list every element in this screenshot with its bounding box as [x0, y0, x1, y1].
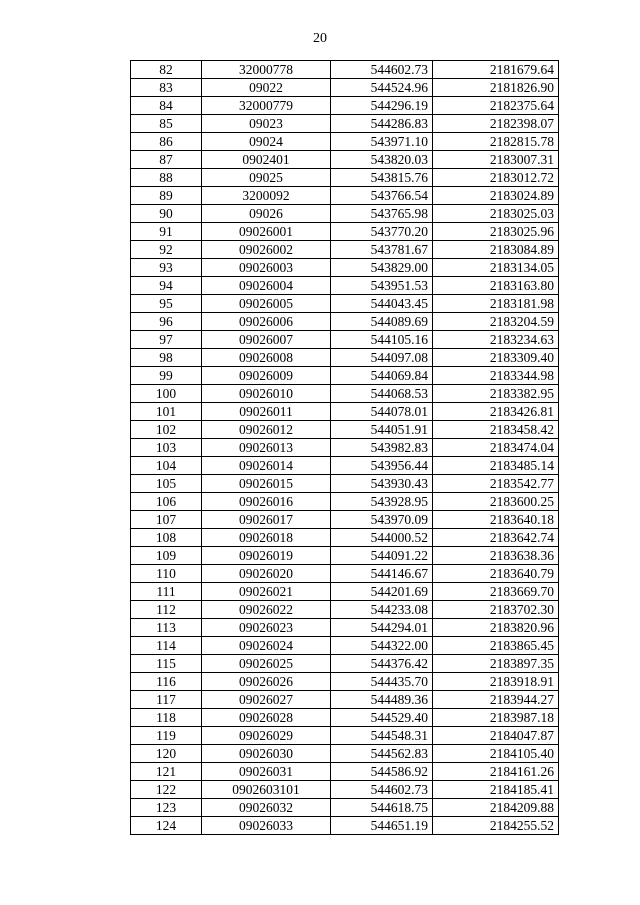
- point-code-cell: 0902603101: [202, 781, 331, 799]
- table-row: [131, 349, 559, 367]
- point-code-cell: 09026026: [202, 673, 331, 691]
- y-coordinate-cell: 2183181.98: [433, 295, 559, 313]
- point-number-cell: 100: [131, 385, 202, 403]
- table-row: [131, 493, 559, 511]
- x-coordinate-cell: 543971.10: [331, 133, 433, 151]
- point-code-cell: 09026029: [202, 727, 331, 745]
- point-code-cell: 09022: [202, 79, 331, 97]
- table-row: [131, 151, 559, 169]
- x-coordinate-cell: 544043.45: [331, 295, 433, 313]
- point-code-cell: 09026031: [202, 763, 331, 781]
- table-row: [131, 529, 559, 547]
- point-code-cell: 09026008: [202, 349, 331, 367]
- point-number-cell: 116: [131, 673, 202, 691]
- point-number-cell: 82: [131, 61, 202, 79]
- y-coordinate-cell: 2183344.98: [433, 367, 559, 385]
- point-number-cell: 105: [131, 475, 202, 493]
- point-code-cell: 09026024: [202, 637, 331, 655]
- table-row: [131, 745, 559, 763]
- point-number-cell: 104: [131, 457, 202, 475]
- point-number-cell: 97: [131, 331, 202, 349]
- point-code-cell: 09026030: [202, 745, 331, 763]
- y-coordinate-cell: 2183642.74: [433, 529, 559, 547]
- x-coordinate-cell: 544435.70: [331, 673, 433, 691]
- point-number-cell: 86: [131, 133, 202, 151]
- point-code-cell: 09026018: [202, 529, 331, 547]
- y-coordinate-cell: 2184161.26: [433, 763, 559, 781]
- point-number-cell: 124: [131, 817, 202, 835]
- x-coordinate-cell: 544000.52: [331, 529, 433, 547]
- point-number-cell: 101: [131, 403, 202, 421]
- point-number-cell: 113: [131, 619, 202, 637]
- x-coordinate-cell: 544618.75: [331, 799, 433, 817]
- y-coordinate-cell: 2182815.78: [433, 133, 559, 151]
- point-code-cell: 09026033: [202, 817, 331, 835]
- table-row: [131, 223, 559, 241]
- point-code-cell: 09023: [202, 115, 331, 133]
- y-coordinate-cell: 2183012.72: [433, 169, 559, 187]
- y-coordinate-cell: 2183640.18: [433, 511, 559, 529]
- point-number-cell: 89: [131, 187, 202, 205]
- table-row: [131, 97, 559, 115]
- point-code-cell: 09026001: [202, 223, 331, 241]
- x-coordinate-cell: 544068.53: [331, 385, 433, 403]
- point-number-cell: 91: [131, 223, 202, 241]
- y-coordinate-cell: 2184185.41: [433, 781, 559, 799]
- point-code-cell: 09026019: [202, 547, 331, 565]
- y-coordinate-cell: 2183485.14: [433, 457, 559, 475]
- table-row: [131, 169, 559, 187]
- x-coordinate-cell: 543815.76: [331, 169, 433, 187]
- point-code-cell: 09026005: [202, 295, 331, 313]
- y-coordinate-cell: 2183640.79: [433, 565, 559, 583]
- table-row: [131, 331, 559, 349]
- x-coordinate-cell: 544089.69: [331, 313, 433, 331]
- y-coordinate-cell: 2183025.96: [433, 223, 559, 241]
- point-number-cell: 118: [131, 709, 202, 727]
- x-coordinate-cell: 544562.83: [331, 745, 433, 763]
- point-number-cell: 121: [131, 763, 202, 781]
- point-code-cell: 09026025: [202, 655, 331, 673]
- y-coordinate-cell: 2183542.77: [433, 475, 559, 493]
- y-coordinate-cell: 2183944.27: [433, 691, 559, 709]
- point-number-cell: 122: [131, 781, 202, 799]
- table-row: [131, 475, 559, 493]
- table-row: [131, 565, 559, 583]
- coordinates-table: [130, 60, 559, 835]
- y-coordinate-cell: 2183234.63: [433, 331, 559, 349]
- point-code-cell: 09026004: [202, 277, 331, 295]
- x-coordinate-cell: 544233.08: [331, 601, 433, 619]
- y-coordinate-cell: 2183309.40: [433, 349, 559, 367]
- table-row: [131, 691, 559, 709]
- point-number-cell: 102: [131, 421, 202, 439]
- table-row: [131, 79, 559, 97]
- point-number-cell: 123: [131, 799, 202, 817]
- point-number-cell: 88: [131, 169, 202, 187]
- y-coordinate-cell: 2182398.07: [433, 115, 559, 133]
- x-coordinate-cell: 544069.84: [331, 367, 433, 385]
- x-coordinate-cell: 544489.36: [331, 691, 433, 709]
- point-code-cell: 09026010: [202, 385, 331, 403]
- table-row: [131, 115, 559, 133]
- x-coordinate-cell: 544051.91: [331, 421, 433, 439]
- y-coordinate-cell: 2183163.80: [433, 277, 559, 295]
- point-number-cell: 98: [131, 349, 202, 367]
- table-row: [131, 583, 559, 601]
- table-row: [131, 385, 559, 403]
- point-number-cell: 90: [131, 205, 202, 223]
- point-number-cell: 120: [131, 745, 202, 763]
- point-number-cell: 108: [131, 529, 202, 547]
- point-number-cell: 96: [131, 313, 202, 331]
- table-row: [131, 187, 559, 205]
- y-coordinate-cell: 2183865.45: [433, 637, 559, 655]
- point-code-cell: 09026: [202, 205, 331, 223]
- point-code-cell: 09025: [202, 169, 331, 187]
- y-coordinate-cell: 2184255.52: [433, 817, 559, 835]
- y-coordinate-cell: 2183987.18: [433, 709, 559, 727]
- y-coordinate-cell: 2183702.30: [433, 601, 559, 619]
- point-code-cell: 09026013: [202, 439, 331, 457]
- point-number-cell: 114: [131, 637, 202, 655]
- point-code-cell: 09026011: [202, 403, 331, 421]
- x-coordinate-cell: 544294.01: [331, 619, 433, 637]
- x-coordinate-cell: 543770.20: [331, 223, 433, 241]
- x-coordinate-cell: 544201.69: [331, 583, 433, 601]
- x-coordinate-cell: 544105.16: [331, 331, 433, 349]
- y-coordinate-cell: 2183458.42: [433, 421, 559, 439]
- y-coordinate-cell: 2183897.35: [433, 655, 559, 673]
- point-code-cell: 09026021: [202, 583, 331, 601]
- y-coordinate-cell: 2183820.96: [433, 619, 559, 637]
- x-coordinate-cell: 544146.67: [331, 565, 433, 583]
- point-number-cell: 107: [131, 511, 202, 529]
- table-row: [131, 313, 559, 331]
- point-number-cell: 115: [131, 655, 202, 673]
- point-code-cell: 09026007: [202, 331, 331, 349]
- x-coordinate-cell: 544286.83: [331, 115, 433, 133]
- point-code-cell: 0902401: [202, 151, 331, 169]
- point-number-cell: 119: [131, 727, 202, 745]
- point-code-cell: 09026016: [202, 493, 331, 511]
- point-number-cell: 94: [131, 277, 202, 295]
- x-coordinate-cell: 543766.54: [331, 187, 433, 205]
- point-number-cell: 111: [131, 583, 202, 601]
- point-code-cell: 09026022: [202, 601, 331, 619]
- y-coordinate-cell: 2183007.31: [433, 151, 559, 169]
- table-row: [131, 259, 559, 277]
- table-row: [131, 439, 559, 457]
- point-number-cell: 87: [131, 151, 202, 169]
- x-coordinate-cell: 543928.95: [331, 493, 433, 511]
- x-coordinate-cell: 543829.00: [331, 259, 433, 277]
- x-coordinate-cell: 543820.03: [331, 151, 433, 169]
- y-coordinate-cell: 2183918.91: [433, 673, 559, 691]
- table-row: [131, 799, 559, 817]
- table-row: [131, 601, 559, 619]
- x-coordinate-cell: 543951.53: [331, 277, 433, 295]
- x-coordinate-cell: 544091.22: [331, 547, 433, 565]
- y-coordinate-cell: 2183474.04: [433, 439, 559, 457]
- y-coordinate-cell: 2184105.40: [433, 745, 559, 763]
- x-coordinate-cell: 544097.08: [331, 349, 433, 367]
- x-coordinate-cell: 543765.98: [331, 205, 433, 223]
- point-code-cell: 32000779: [202, 97, 331, 115]
- point-code-cell: 09026014: [202, 457, 331, 475]
- table-row: [131, 709, 559, 727]
- y-coordinate-cell: 2183025.03: [433, 205, 559, 223]
- table-row: [131, 817, 559, 835]
- table-row: [131, 61, 559, 79]
- point-code-cell: 09026028: [202, 709, 331, 727]
- point-number-cell: 103: [131, 439, 202, 457]
- table-row: [131, 295, 559, 313]
- table-row: [131, 205, 559, 223]
- point-code-cell: 09026027: [202, 691, 331, 709]
- table-row: [131, 637, 559, 655]
- point-code-cell: 09026020: [202, 565, 331, 583]
- table-row: [131, 511, 559, 529]
- y-coordinate-cell: 2183134.05: [433, 259, 559, 277]
- x-coordinate-cell: 544602.73: [331, 61, 433, 79]
- point-number-cell: 92: [131, 241, 202, 259]
- point-code-cell: 09026032: [202, 799, 331, 817]
- x-coordinate-cell: 544602.73: [331, 781, 433, 799]
- table-row: [131, 367, 559, 385]
- point-number-cell: 99: [131, 367, 202, 385]
- y-coordinate-cell: 2183382.95: [433, 385, 559, 403]
- y-coordinate-cell: 2183024.89: [433, 187, 559, 205]
- point-number-cell: 85: [131, 115, 202, 133]
- y-coordinate-cell: 2184047.87: [433, 727, 559, 745]
- point-code-cell: 09026012: [202, 421, 331, 439]
- point-code-cell: 3200092: [202, 187, 331, 205]
- table-row: [131, 241, 559, 259]
- table-row: [131, 655, 559, 673]
- x-coordinate-cell: 544529.40: [331, 709, 433, 727]
- y-coordinate-cell: 2183600.25: [433, 493, 559, 511]
- table-row: [131, 403, 559, 421]
- point-number-cell: 109: [131, 547, 202, 565]
- point-number-cell: 112: [131, 601, 202, 619]
- table-row: [131, 781, 559, 799]
- table-row: [131, 673, 559, 691]
- point-code-cell: 09026006: [202, 313, 331, 331]
- table-row: [131, 763, 559, 781]
- point-code-cell: 09026002: [202, 241, 331, 259]
- x-coordinate-cell: 544586.92: [331, 763, 433, 781]
- y-coordinate-cell: 2181826.90: [433, 79, 559, 97]
- table-row: [131, 457, 559, 475]
- table-row: [131, 421, 559, 439]
- point-number-cell: 93: [131, 259, 202, 277]
- point-code-cell: 09024: [202, 133, 331, 151]
- point-code-cell: 32000778: [202, 61, 331, 79]
- x-coordinate-cell: 544548.31: [331, 727, 433, 745]
- x-coordinate-cell: 544322.00: [331, 637, 433, 655]
- x-coordinate-cell: 544524.96: [331, 79, 433, 97]
- x-coordinate-cell: 544078.01: [331, 403, 433, 421]
- page-number: 20: [313, 31, 327, 46]
- point-code-cell: 09026009: [202, 367, 331, 385]
- point-number-cell: 83: [131, 79, 202, 97]
- point-number-cell: 110: [131, 565, 202, 583]
- y-coordinate-cell: 2183638.36: [433, 547, 559, 565]
- x-coordinate-cell: 544376.42: [331, 655, 433, 673]
- point-code-cell: 09026023: [202, 619, 331, 637]
- y-coordinate-cell: 2183669.70: [433, 583, 559, 601]
- y-coordinate-cell: 2183084.89: [433, 241, 559, 259]
- y-coordinate-cell: 2182375.64: [433, 97, 559, 115]
- table-row: [131, 547, 559, 565]
- point-number-cell: 106: [131, 493, 202, 511]
- y-coordinate-cell: 2184209.88: [433, 799, 559, 817]
- point-number-cell: 84: [131, 97, 202, 115]
- y-coordinate-cell: 2183426.81: [433, 403, 559, 421]
- point-code-cell: 09026003: [202, 259, 331, 277]
- table-row: [131, 727, 559, 745]
- point-number-cell: 117: [131, 691, 202, 709]
- x-coordinate-cell: 544651.19: [331, 817, 433, 835]
- x-coordinate-cell: 543781.67: [331, 241, 433, 259]
- coordinates-table-body: [131, 61, 559, 835]
- x-coordinate-cell: 543956.44: [331, 457, 433, 475]
- x-coordinate-cell: 543970.09: [331, 511, 433, 529]
- y-coordinate-cell: 2181679.64: [433, 61, 559, 79]
- point-code-cell: 09026015: [202, 475, 331, 493]
- x-coordinate-cell: 544296.19: [331, 97, 433, 115]
- x-coordinate-cell: 543982.83: [331, 439, 433, 457]
- table-row: [131, 133, 559, 151]
- point-code-cell: 09026017: [202, 511, 331, 529]
- y-coordinate-cell: 2183204.59: [433, 313, 559, 331]
- x-coordinate-cell: 543930.43: [331, 475, 433, 493]
- table-row: [131, 619, 559, 637]
- table-row: [131, 277, 559, 295]
- point-number-cell: 95: [131, 295, 202, 313]
